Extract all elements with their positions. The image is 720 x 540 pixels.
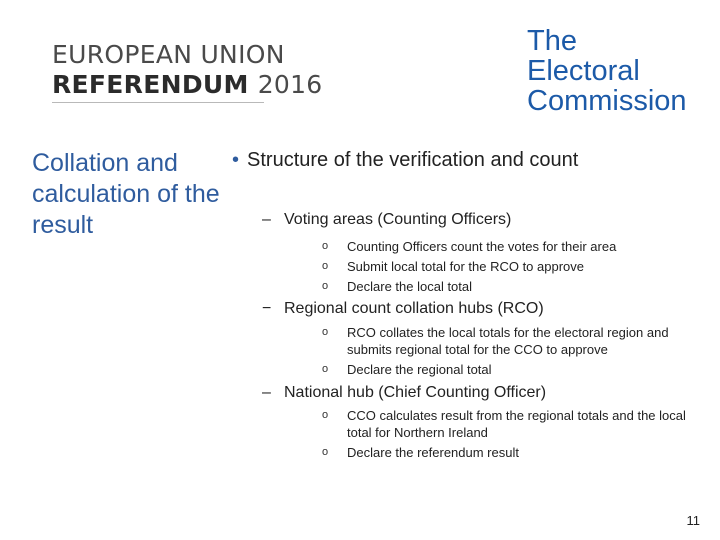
sub-marker: o — [322, 446, 329, 458]
list-item — [322, 258, 692, 275]
list-item — [322, 324, 692, 358]
page-number: 11 — [686, 513, 700, 528]
section-heading-text: Voting areas (Counting Officers) — [284, 211, 512, 228]
sub-marker: o — [322, 363, 329, 375]
list-item-text: Declare the local total — [347, 279, 473, 294]
main-bullet-text: Structure of the verification and count — [247, 149, 579, 171]
eu-logo-line1: EUROPEAN UNION — [52, 40, 285, 69]
eu-logo-referendum: REFERENDUM — [52, 70, 249, 99]
list-item — [322, 278, 692, 295]
ec-logo-line2: Electoral — [527, 55, 640, 87]
list-item-text: RCO collates the local totals for the electoral region and submits regional total for the CCO to approve — [347, 325, 669, 357]
electoral-commission-logo — [527, 26, 687, 116]
eu-logo-year: 2016 — [257, 70, 323, 99]
section-heading-text: Regional count collation hubs (RCO) — [284, 300, 544, 317]
ec-logo-line1: The — [527, 25, 577, 57]
dash-marker: – — [262, 211, 271, 228]
sub-marker: o — [322, 326, 329, 338]
section-heading — [262, 210, 511, 230]
section-heading — [262, 299, 544, 319]
list-item-text: Declare the regional total — [347, 362, 492, 377]
sub-marker: o — [322, 260, 329, 272]
list-item — [322, 238, 692, 255]
eu-logo-rule — [52, 102, 264, 103]
ec-logo-line3: Commission — [527, 85, 687, 117]
section-heading-text: National hub (Chief Counting Officer) — [284, 384, 547, 401]
list-item-text: Counting Officers count the votes for their area — [347, 239, 617, 254]
list-item — [322, 407, 692, 441]
list-item — [322, 361, 692, 378]
sub-marker: o — [322, 409, 329, 421]
list-item — [322, 444, 692, 461]
list-item-text: Submit local total for the RCO to approve — [347, 259, 585, 274]
bullet-marker: • — [232, 149, 240, 171]
sub-marker: o — [322, 280, 329, 292]
slide-title: Collation and calculation of the result — [32, 149, 220, 239]
sub-marker: o — [322, 240, 329, 252]
list-item-text: CCO calculates result from the regional totals and the local total for Northern Ireland — [347, 408, 686, 440]
dash-marker: − — [262, 300, 272, 317]
dash-marker: – — [262, 384, 271, 401]
section-heading — [262, 383, 546, 403]
eu-referendum-logo — [52, 40, 323, 100]
list-item-text: Declare the referendum result — [347, 445, 519, 460]
eu-logo-line2 — [52, 70, 323, 100]
main-bullet — [232, 147, 578, 173]
